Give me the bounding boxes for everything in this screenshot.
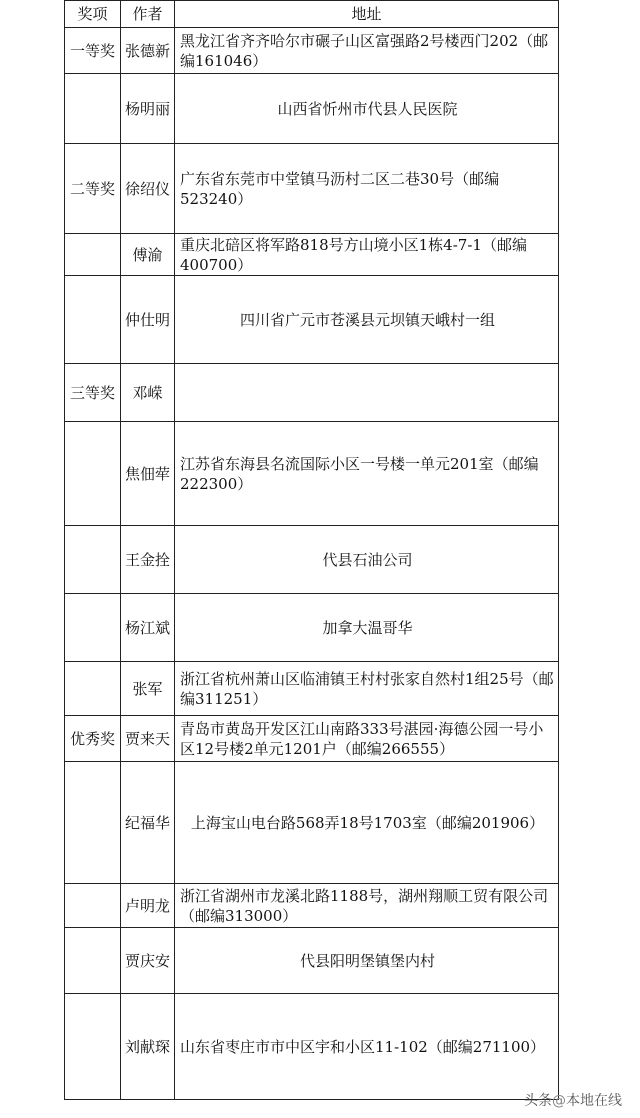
award-cell [65, 662, 121, 716]
author-cell: 仲仕明 [121, 276, 175, 364]
table-row [65, 762, 559, 884]
award-cell [65, 594, 121, 662]
address-cell: 代县石油公司 [175, 526, 559, 594]
address-cell [175, 364, 559, 422]
author-cell: 张军 [121, 662, 175, 716]
table-row [65, 716, 559, 762]
table-row [65, 994, 559, 1100]
table-row [65, 144, 559, 234]
award-label: 一等奖 [69, 41, 115, 60]
author-cell: 杨明丽 [121, 74, 175, 144]
table-header-row [65, 1, 559, 28]
table-row [65, 234, 559, 276]
award-cell [65, 716, 121, 762]
award-cell [65, 994, 121, 1100]
award-cell [65, 234, 121, 276]
address-cell: 浙江省湖州市龙溪北路1188号，湖州翔顺工贸有限公司（邮编313000） [175, 884, 559, 928]
table-row [65, 364, 559, 422]
address-cell: 浙江省杭州萧山区临浦镇王村村张家自然村1组25号（邮编311251） [175, 662, 559, 716]
table-row [65, 74, 559, 144]
table-row [65, 928, 559, 994]
author-cell: 刘献琛 [121, 994, 175, 1100]
author-cell: 纪福华 [121, 762, 175, 884]
award-cell [65, 74, 121, 144]
table-row [65, 422, 559, 526]
author-cell: 焦佃荦 [121, 422, 175, 526]
author-cell: 贾庆安 [121, 928, 175, 994]
header-address: 地址 [175, 1, 559, 28]
author-cell: 杨江斌 [121, 594, 175, 662]
award-cell [65, 364, 121, 422]
author-cell: 王金拴 [121, 526, 175, 594]
author-cell: 张德新 [121, 28, 175, 74]
award-label: 优秀奖 [69, 729, 115, 748]
watermark-account: 本地在线 [566, 1093, 622, 1109]
watermark-platform: 头条 [524, 1093, 552, 1109]
address-cell: 上海宝山电台路568弄18号1703室（邮编201906） [175, 762, 559, 884]
award-cell [65, 884, 121, 928]
address-cell: 山东省枣庄市市中区宇和小区11-102（邮编271100） [175, 994, 559, 1100]
at-icon: @ [552, 1093, 566, 1109]
award-cell [65, 144, 121, 234]
author-cell: 贾来天 [121, 716, 175, 762]
address-cell: 代县阳明堡镇堡内村 [175, 928, 559, 994]
watermark [524, 1090, 622, 1110]
author-cell: 邓嵘 [121, 364, 175, 422]
address-cell: 广东省东莞市中堂镇马沥村二区二巷30号（邮编523240） [175, 144, 559, 234]
address-cell: 加拿大温哥华 [175, 594, 559, 662]
address-cell: 江苏省东海县名流国际小区一号楼一单元201室（邮编222300） [175, 422, 559, 526]
award-cell [65, 526, 121, 594]
award-cell [65, 276, 121, 364]
table-row [65, 662, 559, 716]
address-cell: 黑龙江省齐齐哈尔市碾子山区富强路2号楼西门202（邮编161046） [175, 28, 559, 74]
table-row [65, 276, 559, 364]
author-cell: 卢明龙 [121, 884, 175, 928]
author-cell: 傅渝 [121, 234, 175, 276]
address-cell: 青岛市黄岛开发区江山南路333号湛园·海德公园一号小区12号楼2单元1201户（邮编266555） [175, 716, 559, 762]
address-cell: 四川省广元市苍溪县元坝镇天峨村一组 [175, 276, 559, 364]
header-award: 奖项 [65, 1, 121, 28]
table-row [65, 594, 559, 662]
address-cell: 重庆北碚区将军路818号方山境小区1栋4-7-1（邮编400700） [175, 234, 559, 276]
address-cell: 山西省忻州市代县人民医院 [175, 74, 559, 144]
award-label: 三等奖 [69, 383, 115, 402]
header-author: 作者 [121, 1, 175, 28]
award-label: 二等奖 [69, 179, 115, 198]
author-cell: 徐绍仪 [121, 144, 175, 234]
award-cell [65, 762, 121, 884]
table-row [65, 28, 559, 74]
award-cell [65, 928, 121, 994]
awards-table [64, 0, 559, 1100]
award-cell [65, 28, 121, 74]
table-row [65, 526, 559, 594]
table-row [65, 884, 559, 928]
award-cell [65, 422, 121, 526]
